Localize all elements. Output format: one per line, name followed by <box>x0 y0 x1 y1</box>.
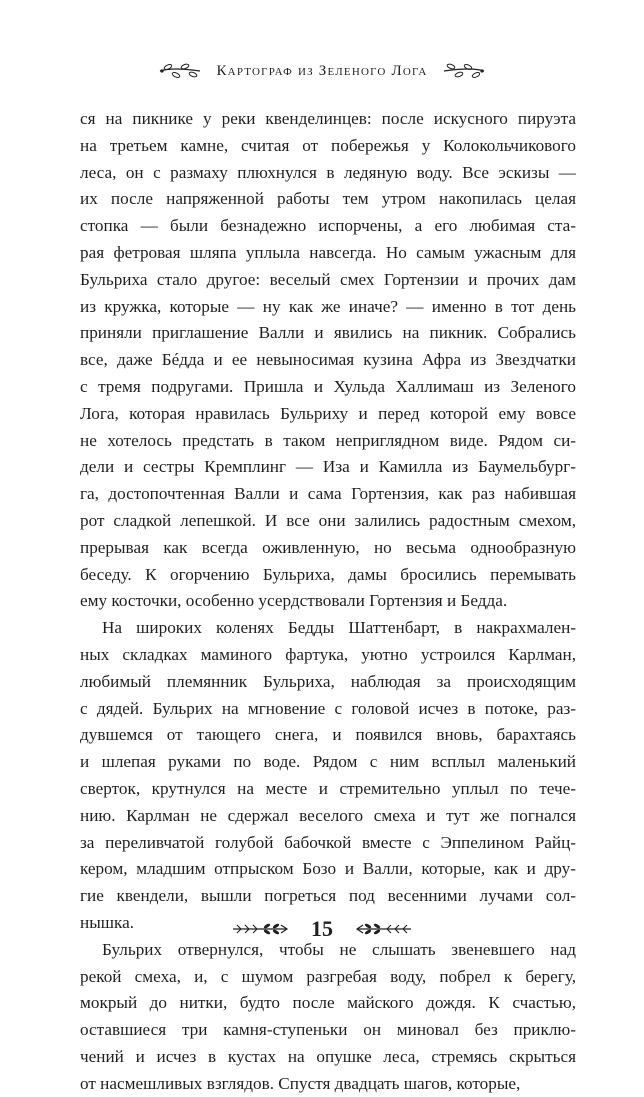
text-line: рот сладкой лепешкой. И все они залились радостным смехом, <box>80 510 576 530</box>
text-line: рекой смеха, и, с шумом разгребая воду, побрел к берегу, <box>80 966 576 986</box>
text-line: любимый племянник Бульриха, наблюдая за происходящим <box>80 671 576 691</box>
text-line: ся на пикнике у реки квенделинцев: после искусного пируэта <box>80 109 576 128</box>
text-line: Бульриха стало другое: веселый смех Гортензии и прочих дам <box>80 269 576 289</box>
text-line: все, даже Бéдда и ее невыносимая кузина Афра из Звездчатки <box>80 350 576 370</box>
text-line: их после напряженной работы тем утром накопилась целая <box>80 189 576 209</box>
text-line: беседу. К огорчению Бульриха, дамы бросились перемывать <box>80 564 576 584</box>
text-line: На широких коленях Бедды Шаттенбарт, в накрахмален- <box>102 618 576 638</box>
paragraph <box>80 615 576 937</box>
text-line: ему косточки, особенно усердствовали Гортензия и Бедда. <box>80 591 508 611</box>
text-line: леса, он с размаху плюхнулся в ледяную воду. Все эскизы — <box>80 162 576 182</box>
leaf-branch-icon <box>442 63 486 79</box>
text-line: кером, младшим отпрыском Бозо и Валли, которые, как и дру- <box>80 859 576 879</box>
text-line: га, достопочтенная Валли и сама Гортензия, как раз набившая <box>80 484 576 504</box>
text-line: не хотелось предстать в таком неприглядном виде. Рядом си- <box>80 430 576 450</box>
page-footer <box>0 912 644 946</box>
arrow-vine-icon <box>355 922 413 936</box>
text-line: на третьем камне, считая от побережья у Колокольчикового <box>80 135 576 155</box>
text-line: стопка — были безнадежно испорчены, а его любимая ста- <box>80 216 576 236</box>
paragraph <box>80 937 576 1097</box>
text-line: мокрый до нитки, будто после майского дождя. К счастью, <box>80 993 576 1013</box>
text-line: Бульрих отвернулся, чтобы не слышать звеневшего над <box>102 939 576 959</box>
text-line: от насмешливых взглядов. Спустя двадцать шагов, которые, <box>80 1073 521 1093</box>
text-line: из кружка, которые — ну как же иначе? — именно в тот день <box>80 296 576 316</box>
paragraph <box>80 106 576 615</box>
text-line: ных складках маминого фартука, уютно устроился Карлман, <box>80 644 576 664</box>
text-line: гие квендели, вышли погреться под весенними лучами сол- <box>80 886 576 906</box>
text-line: Лога, которая нравилась Бульриху и перед которой ему вовсе <box>80 403 576 423</box>
arrow-vine-icon <box>231 922 289 936</box>
text-line: дели и сестры Кремплинг — Иза и Камилла из Баумельбург- <box>80 457 576 477</box>
text-line: с дядей. Бульрих на мгновение с головой исчез в потоке, раз- <box>80 698 576 718</box>
text-line: чений и исчез в кустах на опушке леса, стремясь скрыться <box>80 1046 576 1066</box>
running-header <box>0 56 644 86</box>
text-line: и шлепая руками по воде. Рядом с ним всплыл маленький <box>80 752 576 772</box>
text-line: оставшиеся три камня-ступеньки он миновал без приклю- <box>80 1020 576 1040</box>
page-number: 15 <box>311 916 333 941</box>
text-line: дувшемся от тающего снега, и появился вновь, барахтаясь <box>80 725 576 745</box>
text-line: за переливчатой голубой бабочкой вместе с Эппелином Райц- <box>80 832 576 852</box>
text-line: приняли приглашение Валли и явились на пикник. Собрались <box>80 323 576 343</box>
running-header-title: Картограф из Зеленого Лога <box>216 62 428 79</box>
text-line: с тремя подругами. Пришла и Хульда Халлимаш из Зеленого <box>80 376 576 396</box>
leaf-branch-icon <box>158 63 202 79</box>
text-line: рая фетровая шляпа уплыла навсегда. Но самым ужасным для <box>80 242 576 262</box>
text-line: прерывая как всегда оживленную, но весьма однообразную <box>80 537 576 557</box>
text-line: сверток, крутнулся на месте и стремительно уплыл по тече- <box>80 778 576 798</box>
text-line: нию. Карлман не сдержал веселого смеха и тут же погнался <box>80 805 576 825</box>
text-line: нышка. <box>80 912 134 932</box>
